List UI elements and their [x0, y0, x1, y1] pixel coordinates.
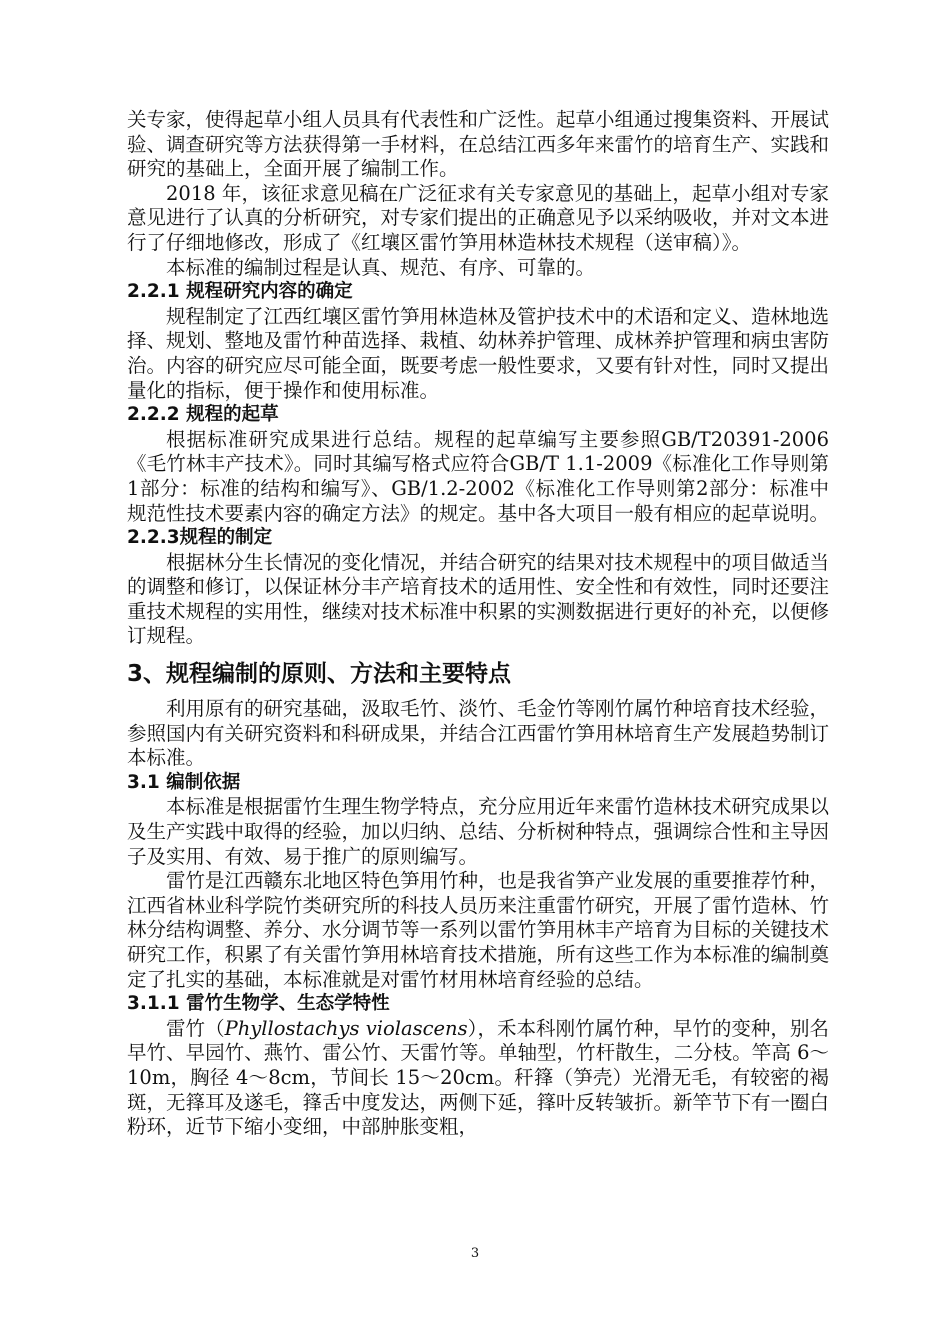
paragraph: 根据标准研究成果进行总结。规程的起草编写主要参照GB/T20391-2006《毛竹林丰产技术》。同时其编写格式应符合GB/T 1.1-2009《标准化工作导则第1部分：标准的结构和编写》、GB/1.2-2002《标准化工作导则第2部分：标准中规范性技术要素内容的确定方法》的规定。基中各大项目一般有相应的起草说明。 — [127, 427, 830, 525]
section-heading-2-2-2: 2.2.2 规程的起草 — [127, 404, 279, 426]
paragraph: 根据林分生长情况的变化情况，并结合研究的结果对技术规程中的项目做适当的调整和修订，以保证林分丰产培育技术的适用性、安全性和有效性，同时还要注重技术规程的实用性，继续对技术标准中积累的实测数据进行更好的补充，以便修订规程。 — [127, 550, 830, 648]
paragraph-text: ），禾本科刚竹属竹种，早竹的变种，别名早竹、早园竹、燕竹、雷公竹、天雷竹等。单轴型，竹杆散生，二分枝。竿高 6～10m，胸径 4～8cm，节间长 15～20cm。秆箨（笋壳）光滑无毛，有较密的褐斑，无箨耳及遂毛，箨舌中度发达，两侧下延，箨叶反转皱折。新竿节下有一圈白粉环，近节下缩小变细，中部肿胀变粗， — [127, 1016, 830, 1139]
latin-name: Phyllostachys violascens — [224, 1016, 468, 1040]
section-heading-2-2-1: 2.2.1 规程研究内容的确定 — [127, 281, 353, 303]
paragraph: 本标准的编制过程是认真、规范、有序、可靠的。 — [166, 255, 596, 279]
paragraph: 规程制定了江西红壤区雷竹笋用林造林及管护技术中的术语和定义、造林地选择、规划、整地及雷竹种苗选择、栽植、幼林养护管理、成林养护管理和病虫害防治。内容的研究应尽可能全面，既要考虑一般性要求，又要有针对性，同时又提出量化的指标，便于操作和使用标准。 — [127, 304, 830, 402]
paragraph: 关专家，使得起草小组人员具有代表性和广泛性。起草小组通过搜集资料、开展试验、调查研究等方法获得第一手材料，在总结江西多年来雷竹的培育生产、实践和研究的基础上，全面开展了编制工作。 — [127, 108, 830, 181]
section-heading-3-1: 3.1 编制依据 — [127, 771, 241, 793]
document-body — [127, 108, 829, 1140]
paragraph: 利用原有的研究基础，汲取毛竹、淡竹、毛金竹等刚竹属竹种培育技术经验，参照国内有关研究资料和科研成果，并结合江西雷竹笋用林培育生产发展趋势制订本标准。 — [127, 697, 830, 770]
page-number: 3 — [470, 1246, 480, 1261]
paragraph: 雷竹是江西赣东北地区特色笋用竹种，也是我省笋产业发展的重要推荐竹种，江西省林业科学院竹类研究所的科技人员历来注重雷竹研究，开展了雷竹造林、竹林分结构调整、养分、水分调节等一系列以雷竹笋用林丰产培育为目标的关键技术研究工作，积累了有关雷竹笋用林培育技术措施，所有这些工作为本标准的编制奠定了扎实的基础，本标准就是对雷竹材用林培育经验的总结。 — [127, 869, 830, 991]
paragraph — [127, 1017, 829, 1140]
section-heading-3: 3、规程编制的原则、方法和主要特点 — [127, 661, 512, 688]
section-heading-2-2-3: 2.2.3规程的制定 — [127, 527, 273, 549]
section-heading-3-1-1: 3.1.1 雷竹生物学、生态学特性 — [127, 993, 390, 1015]
paragraph: 本标准是根据雷竹生理生物学特点，充分应用近年来雷竹造林技术研究成果以及生产实践中取得的经验，加以归纳、总结、分析树种特点，强调综合性和主导因子及实用、有效、易于推广的原则编写。 — [127, 795, 830, 868]
paragraph: 2018 年，该征求意见稿在广泛征求有关专家意见的基础上，起草小组对专家意见进行了认真的分析研究，对专家们提出的正确意见予以采纳吸收，并对文本进行了仔细地修改，形成了《红壤区雷竹笋用林造林技术规程（送审稿）》。 — [127, 181, 830, 254]
paragraph-text: 雷竹（ — [166, 1016, 225, 1040]
